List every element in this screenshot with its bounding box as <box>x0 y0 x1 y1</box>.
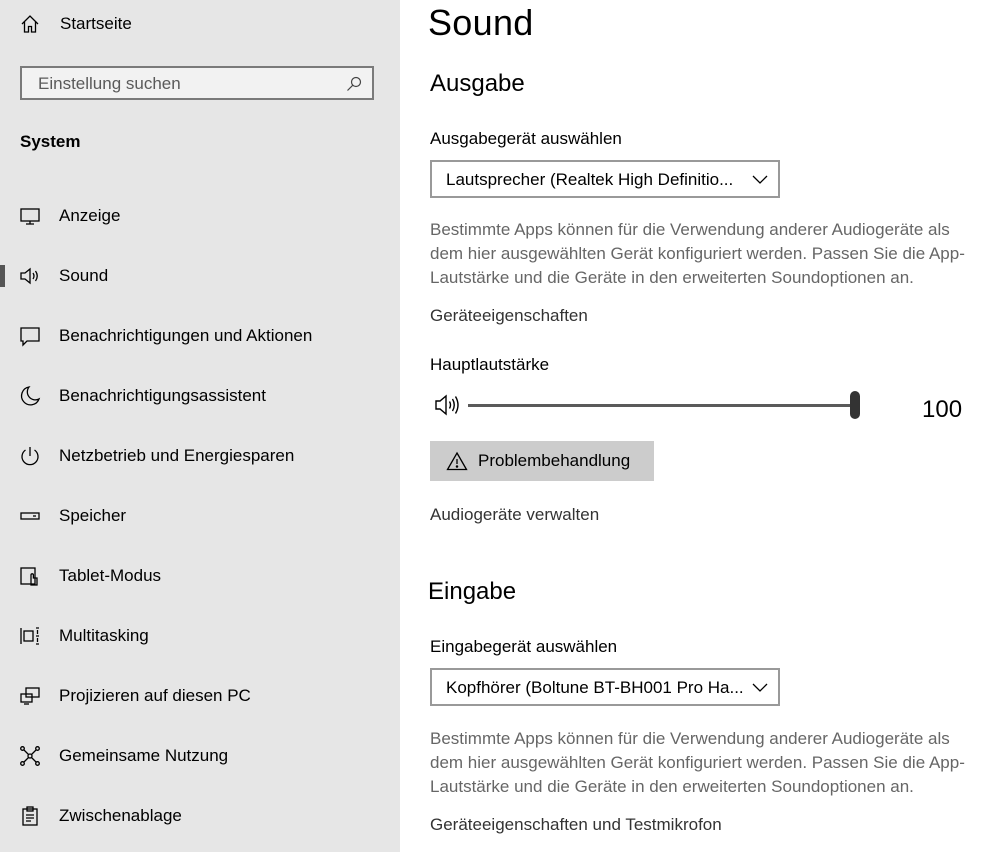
input-properties-link[interactable]: Geräteeigenschaften und Testmikrofon <box>430 815 722 834</box>
volume-speaker-icon[interactable] <box>434 393 462 417</box>
manage-audio-devices-link[interactable]: Audiogeräte verwalten <box>430 505 600 524</box>
main-content <box>400 0 996 852</box>
volume-value: 100 <box>922 396 963 423</box>
sidebar-item-speicher[interactable] <box>0 491 400 541</box>
sidebar-item-tablet[interactable] <box>0 551 400 601</box>
home-link[interactable] <box>20 14 132 34</box>
input-description: Bestimmte Apps können für die Verwendung anderer Audiogeräte als dem hier ausgewählten Gerät konfiguriert werden. Passen Sie die App-Lautstärke und die Geräte in den erweiterten Soundoptionen an. <box>430 729 965 796</box>
sidebar-item-label: Gemeinsame Nutzung <box>59 746 229 765</box>
volume-slider[interactable] <box>468 404 856 407</box>
input-device-value: Kopfhörer (Boltune BT-BH001 Pro Ha... <box>446 678 744 697</box>
chevron-down-icon <box>752 173 768 185</box>
search-box[interactable] <box>20 66 374 100</box>
sidebar <box>0 0 400 852</box>
input-select-label: Eingabegerät auswählen <box>430 637 618 656</box>
drive-icon <box>19 505 41 527</box>
sidebar-item-projizieren[interactable] <box>0 671 400 721</box>
monitor-icon <box>19 205 41 227</box>
share-icon <box>19 745 41 767</box>
moon-icon <box>19 385 41 407</box>
search-input[interactable] <box>36 73 340 95</box>
home-label: Startseite <box>60 14 132 33</box>
warning-icon <box>446 451 468 471</box>
message-icon <box>19 325 41 347</box>
volume-slider-fill <box>468 404 856 407</box>
clipboard-icon <box>19 805 41 827</box>
sidebar-item-zwischenablage[interactable] <box>0 791 400 841</box>
output-properties-link[interactable]: Geräteeigenschaften <box>430 306 588 325</box>
sidebar-item-label: Netzbetrieb und Energiesparen <box>59 446 295 465</box>
sidebar-item-label: Anzeige <box>59 206 121 225</box>
sidebar-item-label: Benachrichtigungen und Aktionen <box>59 326 313 345</box>
volume-slider-thumb[interactable] <box>850 391 860 419</box>
tablet-icon <box>19 565 41 587</box>
page-title: Sound <box>428 2 534 43</box>
troubleshoot-label: Problembehandlung <box>478 451 631 470</box>
project-icon <box>19 685 41 707</box>
input-device-dropdown[interactable] <box>430 668 780 706</box>
multitasking-icon <box>19 625 41 647</box>
power-icon <box>19 445 41 467</box>
sidebar-item-benachrichtigungen[interactable] <box>0 311 400 361</box>
sidebar-item-label: Benachrichtigungsassistent <box>59 386 266 405</box>
sidebar-item-benachrichtigungsassistent[interactable] <box>0 371 400 421</box>
search-icon[interactable] <box>346 76 362 92</box>
home-icon <box>20 14 40 34</box>
output-device-dropdown[interactable] <box>430 160 780 198</box>
sidebar-item-label: Sound <box>59 266 109 285</box>
sidebar-item-label: Speicher <box>59 506 127 525</box>
output-device-value: Lautsprecher (Realtek High Definitio... <box>446 170 734 189</box>
output-heading: Ausgabe <box>430 70 525 97</box>
speaker-icon <box>19 265 41 287</box>
output-select-label: Ausgabegerät auswählen <box>430 129 622 148</box>
sidebar-item-anzeige[interactable] <box>0 191 400 241</box>
troubleshoot-button[interactable] <box>430 441 654 481</box>
sidebar-item-energie[interactable] <box>0 431 400 481</box>
section-label: System <box>20 132 81 151</box>
sidebar-item-label: Multitasking <box>59 626 149 645</box>
sidebar-item-label: Zwischenablage <box>59 806 182 825</box>
input-heading: Eingabe <box>428 578 517 605</box>
sidebar-item-label: Tablet-Modus <box>59 566 162 585</box>
sidebar-item-sound[interactable] <box>0 251 400 301</box>
sidebar-item-multitasking[interactable] <box>0 611 400 661</box>
volume-label: Hauptlautstärke <box>430 355 550 374</box>
sidebar-item-gemeinsame-nutzung[interactable] <box>0 731 400 781</box>
chevron-down-icon <box>752 681 768 693</box>
sidebar-item-label: Projizieren auf diesen PC <box>59 686 251 705</box>
output-description: Bestimmte Apps können für die Verwendung anderer Audiogeräte als dem hier ausgewählten Gerät konfiguriert werden. Passen Sie die App-Lautstärke und die Geräte in den erweiterten Soundoptionen an. <box>430 220 965 287</box>
